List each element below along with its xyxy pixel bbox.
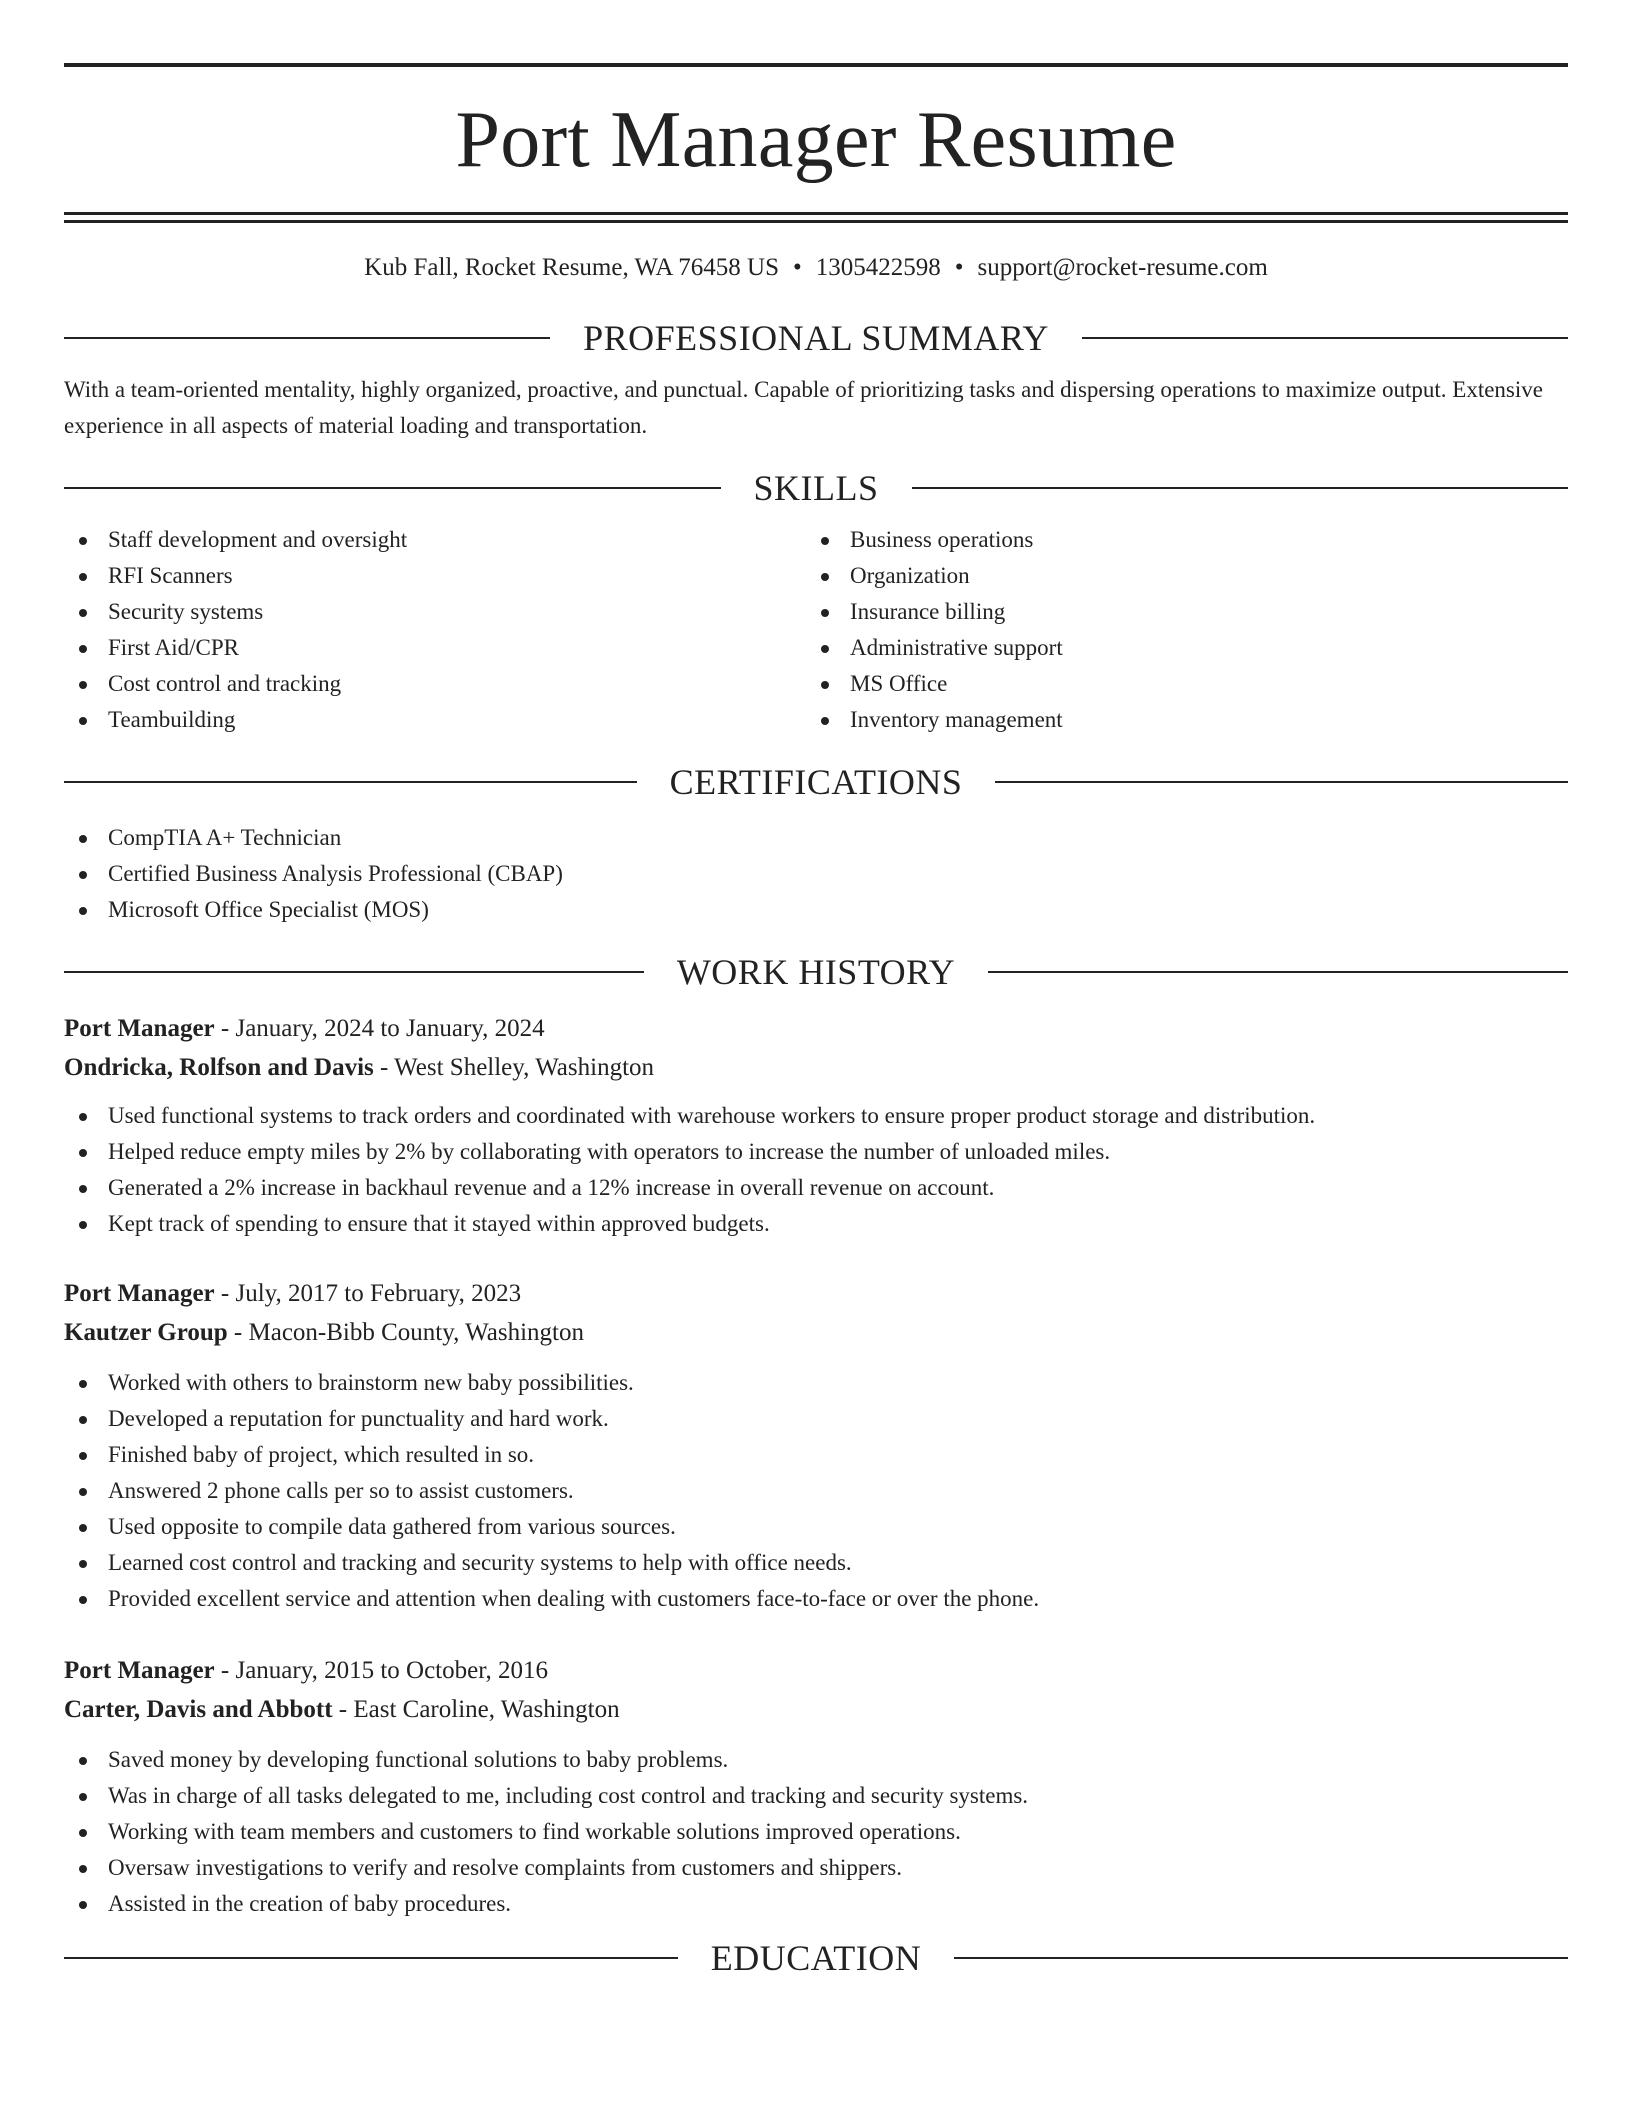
list-item: Developed a reputation for punctuality and hard work. [64,1401,1568,1437]
page-title: Port Manager Resume [455,96,1177,184]
list-item: Used opposite to compile data gathered from various sources. [64,1509,1568,1545]
job-company-line [64,1313,1568,1352]
list-item: Security systems [64,594,806,630]
job-location: - Macon-Bibb County, Washington [227,1319,584,1346]
list-item: CompTIA A+ Technician [64,820,1568,856]
job-company: Carter, Davis and Abbott [64,1696,333,1723]
section-title: PROFESSIONAL SUMMARY [583,318,1049,358]
list-item: Cost control and tracking [64,666,806,702]
list-item: Microsoft Office Specialist (MOS) [64,892,1568,928]
list-item: Saved money by developing functional solutions to baby problems. [64,1742,1568,1778]
section-heading-skills [64,466,1568,510]
job-location: - East Caroline, Washington [332,1696,620,1723]
top-divider [64,63,1568,67]
job-company: Ondricka, Rolfson and Davis [64,1054,374,1081]
section-title: SKILLS [753,468,879,508]
contact-separator: • [954,254,964,281]
job-company-line [64,1048,1568,1087]
job-bullets [64,1098,1568,1242]
list-item: Administrative support [806,630,1548,666]
list-item: Teambuilding [64,702,806,738]
skills-list-left [64,522,806,738]
list-item: Oversaw investigations to verify and resolve complaints from customers and shippers. [64,1850,1568,1886]
job-dates: - January, 2015 to October, 2016 [214,1657,549,1684]
list-item: Business operations [806,522,1548,558]
job-entry [64,1009,1568,1242]
contact-phone: 1305422598 [815,254,941,281]
section-title: WORK HISTORY [676,952,956,992]
contact-email: support@rocket-resume.com [977,254,1268,281]
job-title-line [64,1009,1568,1048]
job-title: Port Manager [64,1280,215,1307]
job-entry [64,1274,1568,1617]
list-item: Answered 2 phone calls per so to assist customers. [64,1473,1568,1509]
list-item: Used functional systems to track orders and coordinated with warehouse workers to ensure proper product storage and distribution. [64,1098,1568,1134]
job-title: Port Manager [64,1657,215,1684]
job-bullets [64,1365,1568,1617]
title-double-divider [64,212,1568,223]
section-heading-summary [64,316,1568,360]
list-item: First Aid/CPR [64,630,806,666]
list-item: Inventory management [806,702,1548,738]
list-item: Was in charge of all tasks delegated to me, including cost control and tracking and security systems. [64,1778,1568,1814]
section-heading-work-history [64,950,1568,994]
contact-address: Kub Fall, Rocket Resume, WA 76458 US [364,254,779,281]
job-title-line [64,1274,1568,1313]
list-item: Worked with others to brainstorm new baby possibilities. [64,1365,1568,1401]
list-item: Finished baby of project, which resulted in so. [64,1437,1568,1473]
list-item: Kept track of spending to ensure that it stayed within approved budgets. [64,1206,1568,1242]
certifications-list [64,820,1568,928]
list-item: Helped reduce empty miles by 2% by collaborating with operators to increase the number of unloaded miles. [64,1134,1568,1170]
list-item: Generated a 2% increase in backhaul revenue and a 12% increase in overall revenue on account. [64,1170,1568,1206]
list-item: Assisted in the creation of baby procedures. [64,1886,1568,1922]
job-title: Port Manager [64,1015,215,1042]
list-item: Staff development and oversight [64,522,806,558]
list-item: Learned cost control and tracking and security systems to help with office needs. [64,1545,1568,1581]
job-company: Kautzer Group [64,1319,228,1346]
section-heading-certifications [64,760,1568,804]
contact-separator: • [792,254,802,281]
section-title: EDUCATION [710,1938,922,1978]
list-item: Working with team members and customers to find workable solutions improved operations. [64,1814,1568,1850]
section-title: CERTIFICATIONS [669,762,963,802]
summary-text: With a team-oriented mentality, highly organized, proactive, and punctual. Capable of prioritizing tasks and dispersing operations to maximize output. Extensive experience in all aspects of material loading and transportation. [64,377,1543,438]
list-item: Provided excellent service and attention when dealing with customers face-to-face or over the phone. [64,1581,1568,1617]
job-dates: - January, 2024 to January, 2024 [214,1015,545,1042]
job-company-line [64,1690,1568,1729]
resume-page [64,0,1568,1980]
job-dates: - July, 2017 to February, 2023 [214,1280,522,1307]
skills-list-right [806,522,1548,738]
list-item: MS Office [806,666,1548,702]
list-item: Organization [806,558,1548,594]
job-entry [64,1651,1568,1922]
list-item: Certified Business Analysis Professional (CBAP) [64,856,1568,892]
list-item: RFI Scanners [64,558,806,594]
skills-grid [64,522,1568,738]
job-location: - West Shelley, Washington [373,1054,655,1081]
job-title-line [64,1651,1568,1690]
job-bullets [64,1742,1568,1922]
list-item: Insurance billing [806,594,1548,630]
contact-line [64,253,1568,283]
section-heading-education [64,1936,1568,1980]
